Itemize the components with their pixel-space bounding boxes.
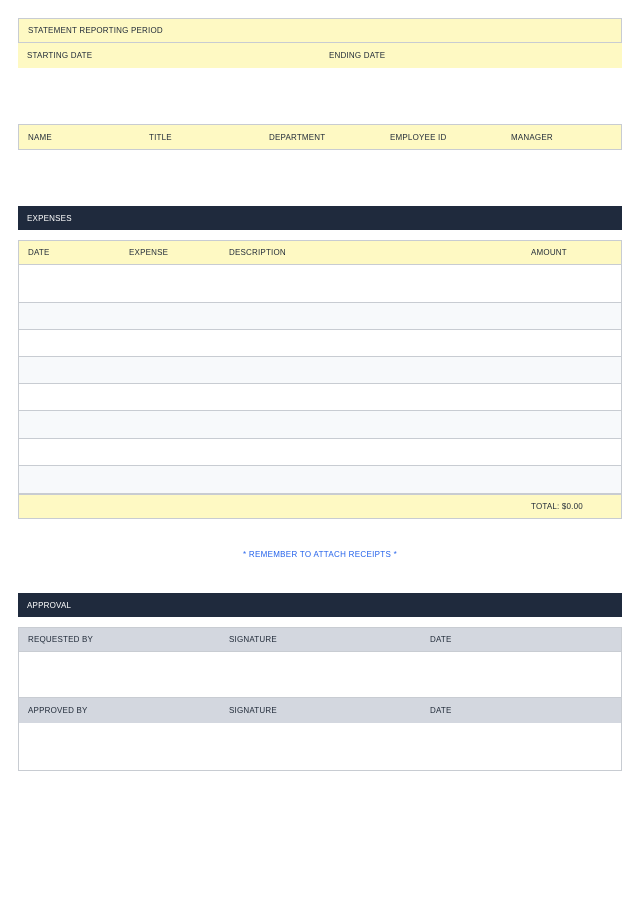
expense-row[interactable]: [18, 466, 622, 494]
starting-date-label: STARTING DATE: [27, 51, 93, 60]
description-column: DESCRIPTION: [229, 248, 286, 257]
approved-by-entry[interactable]: [18, 723, 622, 771]
attach-receipts-note: * REMEMBER TO ATTACH RECEIPTS *: [242, 550, 398, 559]
date-column: DATE: [28, 248, 50, 257]
manager-column: MANAGER: [511, 132, 553, 142]
expenses-table-header: [18, 240, 622, 265]
amount-column: AMOUNT: [531, 248, 567, 257]
department-column: DEPARTMENT: [269, 132, 326, 142]
expenses-title: EXPENSES: [27, 213, 72, 223]
ending-date-label: ENDING DATE: [329, 51, 386, 60]
approved-signature-label: SIGNATURE: [229, 706, 277, 715]
employee-id-column: EMPLOYEE ID: [390, 132, 447, 142]
expense-row[interactable]: [18, 384, 622, 411]
approval-section-header: [18, 593, 622, 617]
title-column: TITLE: [149, 132, 172, 142]
expense-column: EXPENSE: [129, 248, 169, 257]
expenses-section-header: [18, 206, 622, 230]
employee-info-header: [18, 124, 622, 150]
expense-row[interactable]: [18, 411, 622, 439]
name-column: NAME: [28, 132, 52, 142]
expense-row[interactable]: [18, 439, 622, 466]
approved-by-header: [18, 698, 622, 723]
expense-row[interactable]: [18, 330, 622, 357]
expense-row[interactable]: [18, 357, 622, 384]
approved-by-label: APPROVED BY: [28, 706, 88, 715]
expense-row[interactable]: [18, 265, 622, 303]
requested-signature-label: SIGNATURE: [229, 635, 277, 644]
requested-by-label: REQUESTED BY: [28, 635, 94, 644]
expenses-total-row: [18, 494, 622, 519]
expense-row[interactable]: [18, 303, 622, 330]
total-amount: TOTAL: $0.00: [531, 502, 583, 511]
reporting-period-header: [18, 18, 622, 43]
requested-by-header: [18, 627, 622, 652]
approval-title: APPROVAL: [27, 600, 72, 610]
approved-date-label: DATE: [430, 706, 452, 715]
reporting-period-dates: [18, 43, 622, 68]
requested-date-label: DATE: [430, 635, 452, 644]
reporting-period-title: STATEMENT REPORTING PERIOD: [28, 26, 163, 35]
requested-by-entry[interactable]: [18, 652, 622, 698]
